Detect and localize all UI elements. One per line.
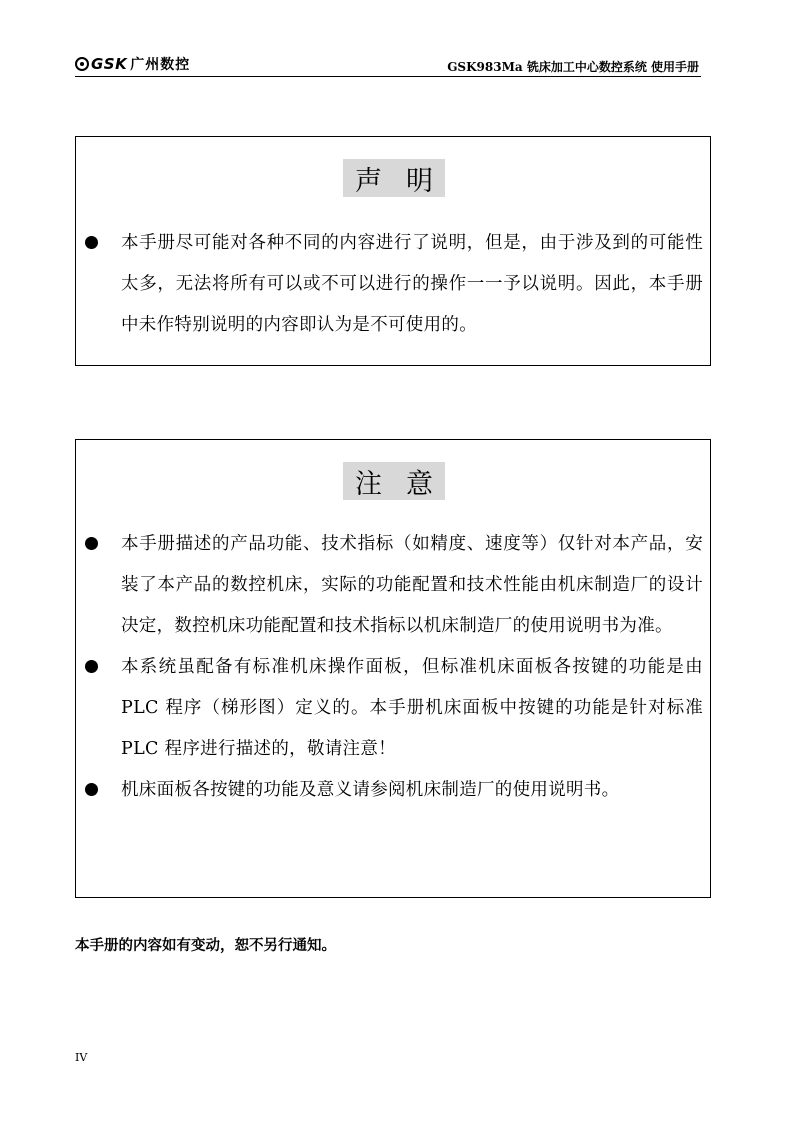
notice-heading-char-2: 意 — [406, 468, 433, 500]
change-notice: 本手册的内容如有变动，恕不另行通知。 — [75, 938, 336, 954]
notice-text-3: 机床面板各按键的功能及意义请参阅机床制造厂的使用说明书。 — [121, 780, 620, 800]
list-item — [76, 647, 710, 770]
notice-list — [76, 524, 710, 811]
declaration-box — [75, 136, 711, 366]
notice-heading — [343, 462, 445, 500]
manual-title: GSK983Ma 铣床加工中心数控系统 使用手册 — [447, 60, 699, 74]
notice-text-1: 本手册描述的产品功能、技术指标（如精度、速度等）仅针对本产品，安装了本产品的数控机床，实际的功能配置和技术性能由机床制造厂的设计决定，数控机床功能配置和技术指标以机床制造厂的使用说明书为准。 — [121, 534, 703, 636]
list-item — [76, 770, 710, 811]
declaration-heading-char-1: 声 — [355, 165, 382, 197]
bullet-icon — [85, 783, 98, 796]
declaration-text: 本手册尽可能对各种不同的内容进行了说明，但是，由于涉及到的可能性太多，无法将所有可以或不可以进行的操作一一予以说明。因此，本手册中未作特别说明的内容即认为是不可使用的。 — [121, 233, 703, 335]
gsk-logo — [75, 54, 190, 74]
notice-text-2: 本系统虽配备有标准机床操作面板，但标准机床面板各按键的功能是由PLC 程序（梯形图）定义的。本手册机床面板中按键的功能是针对标准PLC 程序进行描述的，敬请注意！ — [121, 657, 703, 759]
notice-heading-char-1: 注 — [355, 468, 382, 500]
declaration-list — [76, 223, 710, 346]
list-item — [76, 524, 710, 647]
notice-box — [75, 439, 711, 898]
page-number: IV — [75, 1051, 88, 1064]
declaration-heading-char-2: 明 — [406, 165, 433, 197]
bullet-icon — [85, 660, 98, 673]
logo-brand: GSK — [91, 55, 128, 73]
list-item — [76, 223, 710, 346]
page-header — [75, 50, 701, 77]
bullet-icon — [85, 236, 98, 249]
gsk-logo-icon — [75, 57, 89, 71]
bullet-icon — [85, 537, 98, 550]
declaration-heading — [343, 159, 445, 197]
logo-company: 广州数控 — [130, 57, 191, 73]
